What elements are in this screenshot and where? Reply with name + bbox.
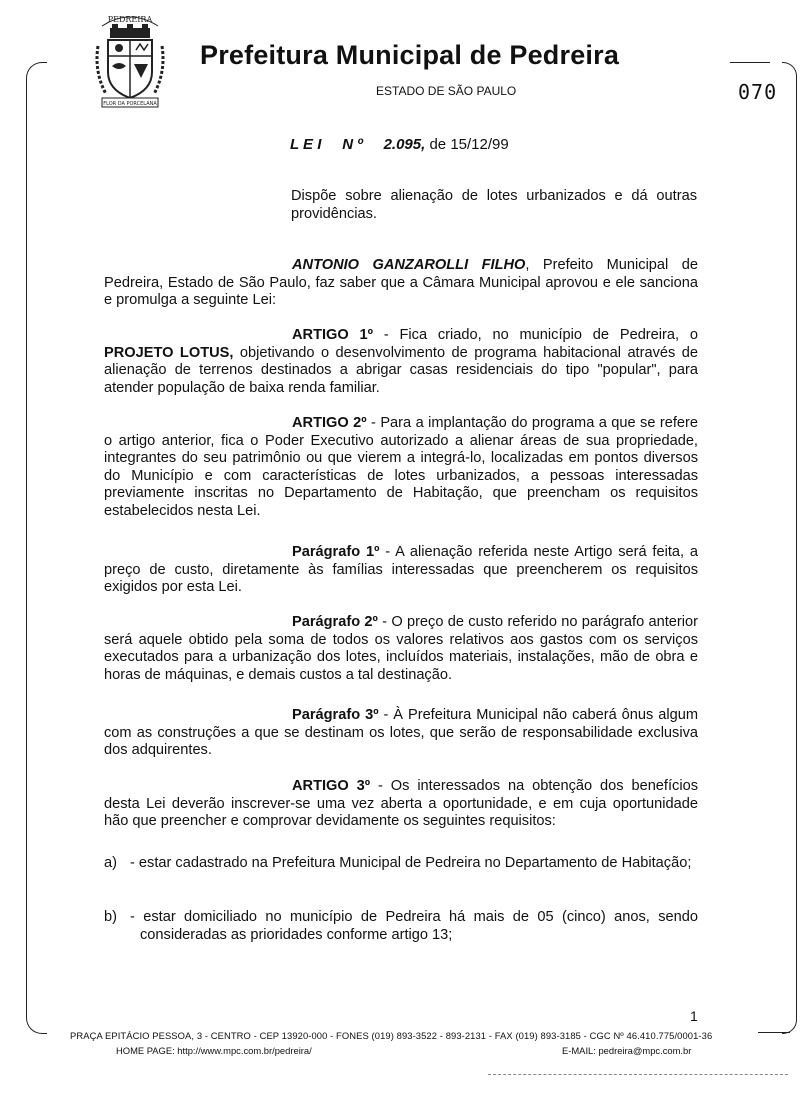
paragraph-1 [104,544,698,597]
paragraph-2-text: - O preço de custo referido no parágrafo anterior será aquele obtido pela soma de todos os valores relativos aos gastos com os serviços executados para a urbanização dos lotes, incluídos materiais, instalações, mão de obra e horas de máquinas, e demais custos a tal destinação. [104,614,698,683]
paragraph-2-label: Parágrafo 2º [292,614,378,630]
article-1-label: ARTIGO 1º [292,327,374,343]
footer-address: PRAÇA EPITÁCIO PESSOA, 3 - CENTRO - CEP 13920-000 - FONES (019) 893-3522 - 893-2131 - FAX (019) 893-3185 - CGC Nº 46.410.775/0001-36 [70,1030,713,1041]
page-title: Prefeitura Municipal de Pedreira [200,40,620,70]
municipal-crest-logo [92,6,168,120]
law-number-label: N º [342,136,363,153]
crest-top-text: PEDREIRA [107,15,153,24]
mayor-name: ANTONIO GANZAROLLI FILHO [292,257,526,273]
crest-motto: FLOR DA PORCELANA [103,101,157,107]
scan-noise-line [488,1074,788,1075]
paragraph-1-text: - A alienação referida neste Artigo será feita, a preço de custo, diretamente às famílias interessadas que preencherem os requisitos exigidos por esta Lei. [104,544,698,595]
page-number: 1 [690,1008,698,1024]
law-date: de 15/12/99 [429,136,509,153]
law-heading [290,136,509,153]
preamble-text: , Prefeito Municipal de Pedreira, Estado de São Paulo, faz saber que a Câmara Municipal aprovou e ele sanciona e promulga a seguinte Lei: [104,257,698,308]
preamble-paragraph [104,257,698,310]
paragraph-3 [104,707,698,760]
article-3-text: - Os interessados na obtenção dos benefícios desta Lei deverão inscrever-se uma vez aberta a oportunidade, e em cuja oportunidade hão que preencher e comprovar devidamente os seguintes requisitos: [104,778,698,829]
law-prefix: L E I [290,136,322,153]
list-item [104,855,698,873]
article-1 [104,327,698,397]
article-1-text-b: objetivando o desenvolvimento de programa habitacional através de alienação de terrenos destinados a abrigar casas residenciais do tipo "popular", para atender população de baixa renda familiar. [104,344,698,396]
paragraph-3-label: Parágrafo 3º [292,707,379,723]
law-ementa: Dispõe sobre alienação de lotes urbanizados e dá outras providências. [291,188,697,222]
page-frame-right [782,62,797,1034]
article-3-label: ARTIGO 3º [292,778,371,794]
paragraph-2 [104,614,698,684]
article-1-text-a: - Fica criado, no município de Pedreira, o [373,327,698,343]
list-item-label: a) [104,855,117,871]
paragraph-1-label: Parágrafo 1º [292,544,380,560]
list-item-label: b) [104,909,117,925]
list-item [104,909,698,944]
footer-email: E-MAIL: pedreira@mpc.com.br [562,1045,692,1056]
state-subtitle: ESTADO DE SÃO PAULO [376,84,517,98]
page-stamp-number: 070 [738,80,778,104]
list-item-text: - estar domiciliado no município de Pedreira há mais de 05 (cinco) anos, sendo consideradas as prioridades conforme artigo 13; [130,909,698,943]
footer-homepage: HOME PAGE: http://www.mpc.com.br/pedreira/ [116,1045,312,1056]
project-name: PROJETO LOTUS, [104,344,234,361]
header-rule [730,62,770,63]
paragraph-3-text: - À Prefeitura Municipal não caberá ônus algum com as construções a que se destinam os lotes, que serão de responsabilidade exclusiva dos adquirentes. [104,707,698,758]
article-2-label: ARTIGO 2º [292,415,367,431]
article-2 [104,415,698,520]
list-item-text: - estar cadastrado na Prefeitura Municipal de Pedreira no Departamento de Habitação; [130,855,692,871]
law-number: 2.095, [383,136,426,153]
article-3 [104,778,698,831]
article-2-text: - Para a implantação do programa a que se refere o artigo anterior, fica o Poder Executivo autorizado a alienar áreas de sua propriedade, integrantes do seu patrimônio ou que vierem a integrá-lo, localizadas em pontos diversos do Município e com características de lotes urbanizados, a pessoas interessadas previamente inscritas no Departamento de Habitação, que preencham os requisitos estabelecidos nesta Lei. [104,415,698,519]
footer-rule [758,1032,790,1033]
page-frame-left [26,62,47,1034]
